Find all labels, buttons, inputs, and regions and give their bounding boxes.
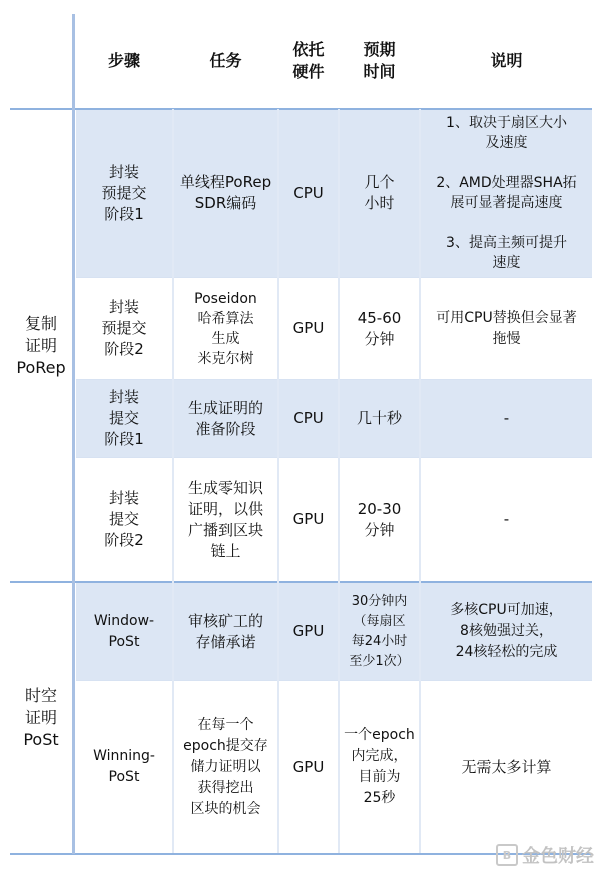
row2-hardware: GPU: [292, 319, 325, 337]
row5-note: 多核CPU可加速， 8核勉强过关， 24核轻松的完成: [450, 602, 563, 660]
row1-step: 封装 预提交 阶段1: [101, 162, 147, 223]
row6-hardware: GPU: [292, 757, 325, 776]
row1-note: 1、取决于扇区大小 及速度 2、AMD处理器SHA拓 展可显著提高速度 3、提高主频可提升 速度: [436, 115, 577, 271]
row1-hardware: CPU: [293, 183, 324, 202]
row2-note: 可用CPU替换但会显著 拖慢: [436, 309, 577, 347]
group-column-border: [72, 14, 75, 854]
row3-step: 封装 提交 阶段1: [104, 388, 144, 448]
group-label-porep: 复制 证明 PoRep: [16, 313, 66, 377]
row1-task: 单线程PoRep SDR编码: [179, 173, 272, 212]
row3-time: 几十秒: [356, 409, 402, 427]
header-hardware: 依托 硬件: [292, 40, 325, 81]
header-note: 说明: [490, 51, 523, 70]
watermark-logo-icon: B: [496, 844, 518, 866]
row3-note: -: [503, 409, 510, 427]
header-step: 步骤: [107, 51, 140, 70]
row5-task: 审核矿工的 存储承诺: [187, 611, 263, 651]
row5-hardware: GPU: [292, 622, 325, 640]
row2-task: Poseidon 哈希算法 生成 米克尔树: [194, 290, 257, 367]
row6-note: 无需太多计算: [461, 757, 552, 776]
row3-task: 生成证明的 准备阶段: [187, 398, 263, 438]
row1-time: 几个 小时: [364, 173, 395, 212]
row5-step: Window- PoSt: [93, 612, 155, 650]
header-task: 任务: [209, 51, 242, 70]
row6-time: 一个epoch 内完成， 目前为 25秒: [344, 727, 415, 806]
row6-step: Winning- PoSt: [93, 748, 155, 785]
group-label-post: 时空 证明 PoSt: [23, 686, 59, 749]
row4-step: 封装 提交 阶段2: [104, 489, 144, 549]
row4-hardware: GPU: [292, 510, 325, 528]
row4-note: -: [503, 510, 510, 528]
row5-time: 30分钟内 （每扇区 每24小时 至少1次）: [349, 593, 410, 669]
row4-time: 20-30 分钟: [357, 499, 402, 539]
row2-time: 45-60 分钟: [357, 308, 402, 348]
row2-step: 封装 预提交 阶段2: [101, 298, 147, 358]
watermark-text: 金色财经: [522, 846, 594, 867]
row4-task: 生成零知识 证明，以供 广播到区块 链上: [187, 478, 263, 560]
row3-hardware: CPU: [293, 409, 324, 427]
watermark: [496, 842, 594, 868]
header-time: 预期 时间: [363, 40, 396, 81]
row6-task: 在每一个 epoch提交存 储力证明以 获得挖出 区块的机会: [183, 716, 268, 817]
